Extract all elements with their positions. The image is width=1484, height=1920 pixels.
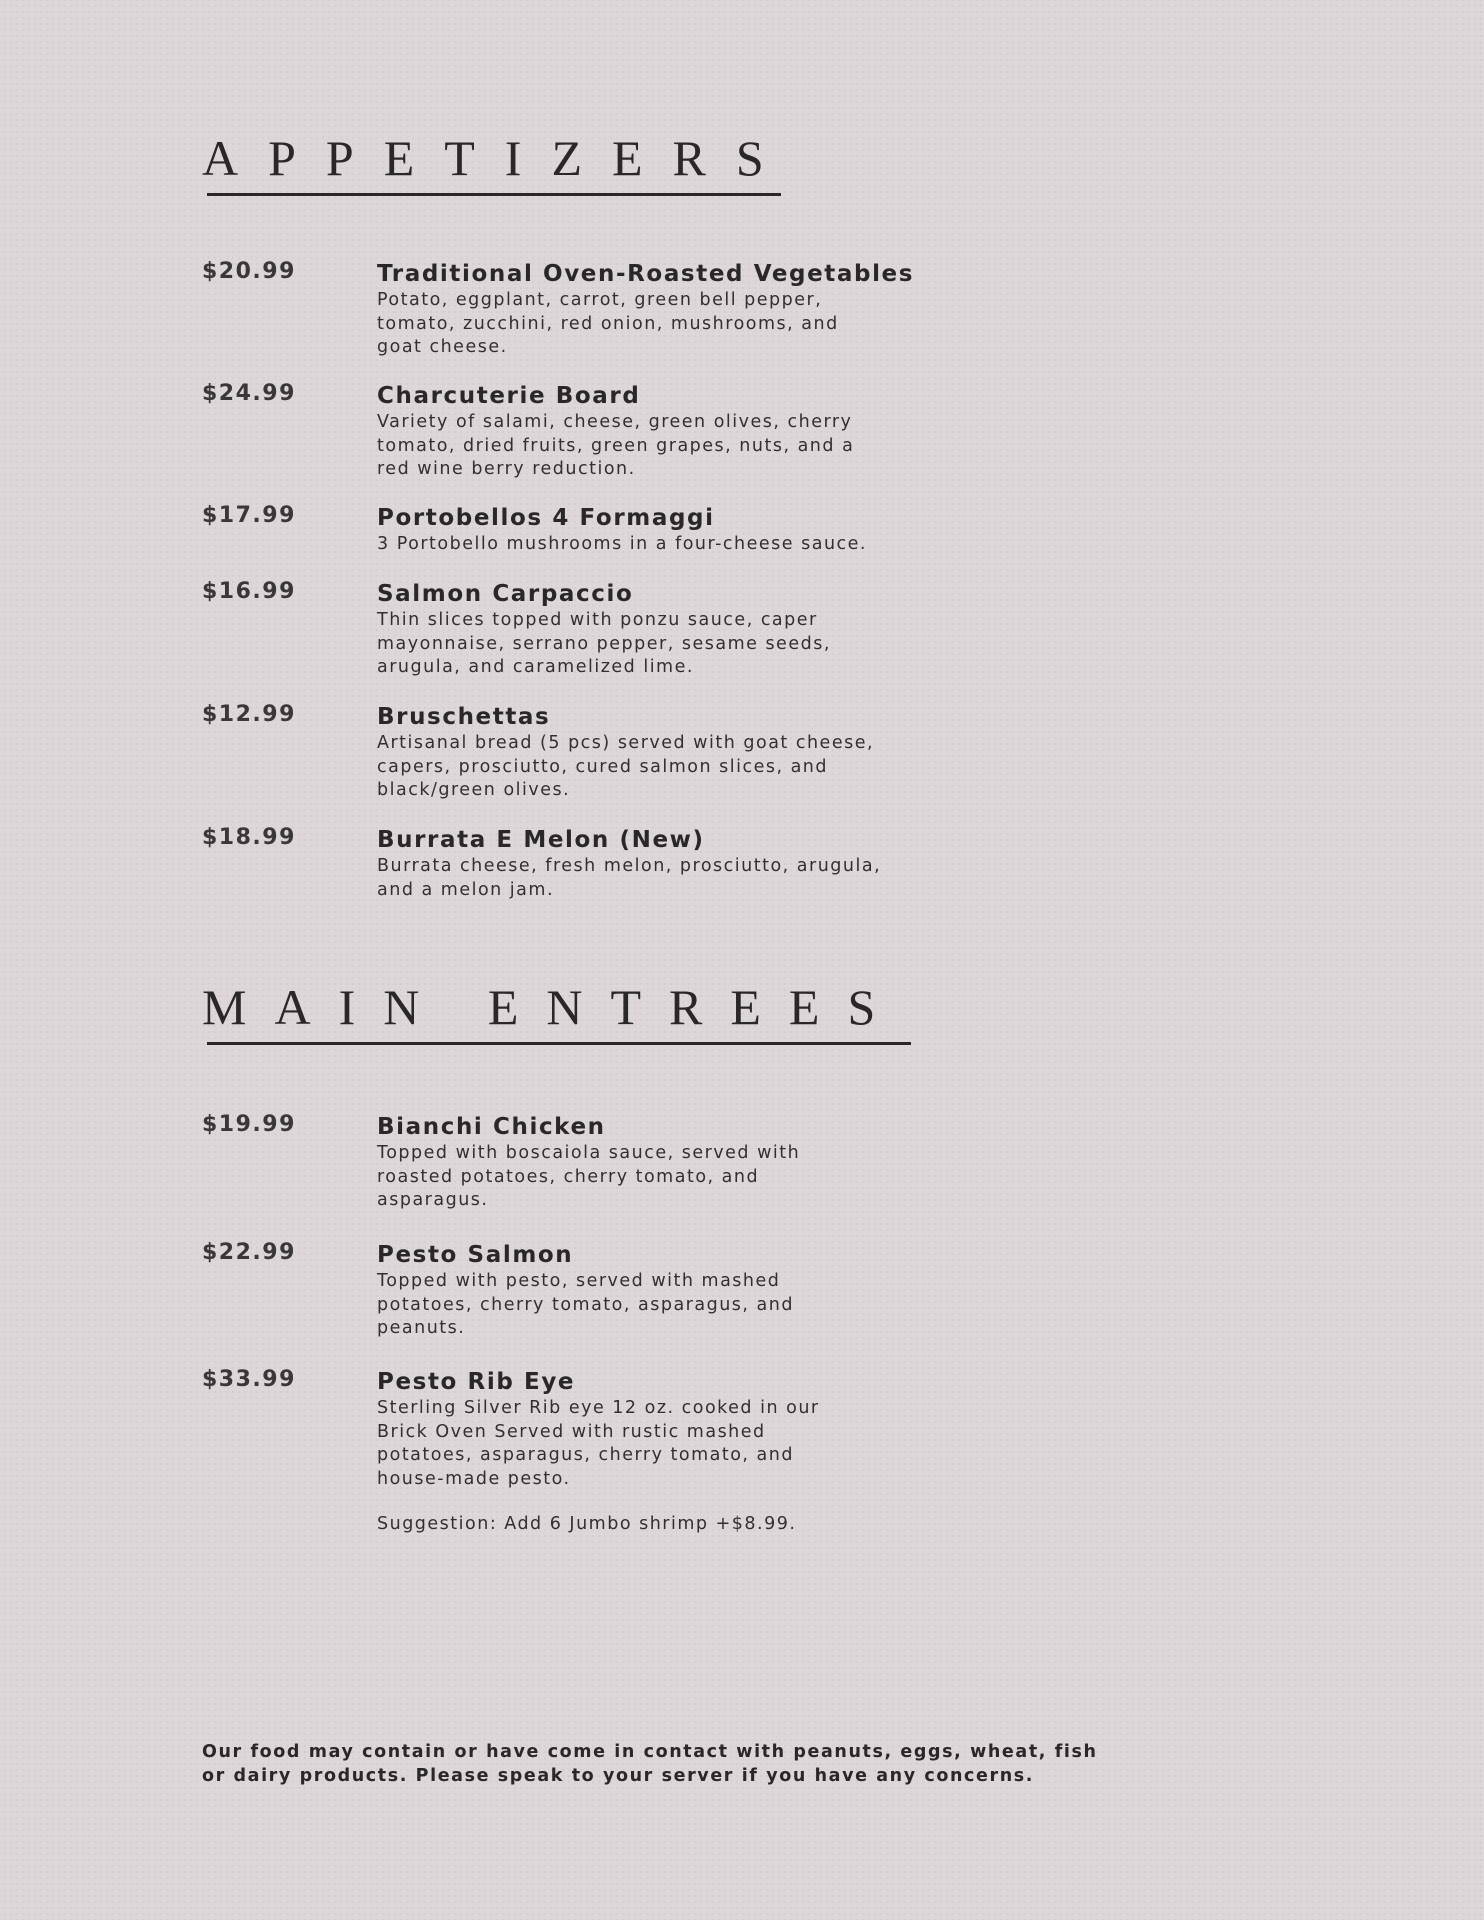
item-price: $33.99 bbox=[202, 1367, 296, 1392]
item-price: $20.99 bbox=[202, 259, 296, 284]
item-name: Charcuterie Board bbox=[377, 383, 641, 409]
item-body bbox=[377, 1367, 1177, 1537]
item-description: 3 Portobello mushrooms in a four-cheese sauce. bbox=[377, 534, 867, 554]
item-description: Burrata cheese, fresh melon, prosciutto, arugula, and a melon jam. bbox=[377, 856, 882, 900]
item-suggestion: Suggestion: Add 6 Jumbo shrimp +$8.99. bbox=[377, 1514, 797, 1534]
item-description: Sterling Silver Rib eye 12 oz. cooked in our Brick Oven Served with rustic mashed potatoes, asparagus, cherry tomato, and house-made pesto. bbox=[377, 1398, 820, 1489]
item-price: $17.99 bbox=[202, 503, 296, 528]
item-name: Bianchi Chicken bbox=[377, 1114, 606, 1140]
item-body bbox=[377, 702, 1177, 803]
item-name: Burrata E Melon (New) bbox=[377, 827, 705, 853]
item-price: $24.99 bbox=[202, 381, 296, 406]
item-body bbox=[377, 579, 1177, 680]
main-entrees-heading: MAIN ENTREES bbox=[202, 979, 904, 1035]
item-price: $19.99 bbox=[202, 1112, 296, 1137]
item-price: $22.99 bbox=[202, 1240, 296, 1265]
allergy-notice: Our food may contain or have come in contact with peanuts, eggs, wheat, fish or dairy products. Please speak to your server if you have any concerns. bbox=[202, 1742, 1098, 1786]
item-body bbox=[377, 259, 1177, 360]
appetizers-heading: APPETIZERS bbox=[202, 130, 794, 186]
item-price: $18.99 bbox=[202, 825, 296, 850]
item-name: Pesto Salmon bbox=[377, 1242, 574, 1268]
item-body bbox=[377, 381, 1177, 482]
item-description: Topped with boscaiola sauce, served with roasted potatoes, cherry tomato, and asparagus. bbox=[377, 1143, 801, 1210]
item-body bbox=[377, 1112, 1177, 1213]
item-name: Bruschettas bbox=[377, 704, 551, 730]
item-description: Artisanal bread (5 pcs) served with goat cheese, capers, prosciutto, cured salmon slices, and black/green olives. bbox=[377, 733, 875, 800]
appetizers-divider bbox=[207, 193, 781, 196]
item-name: Traditional Oven-Roasted Vegetables bbox=[377, 261, 915, 287]
main-entrees-divider bbox=[207, 1042, 911, 1045]
item-description: Variety of salami, cheese, green olives, cherry tomato, dried fruits, green grapes, nuts, and a red wine berry reduction. bbox=[377, 412, 855, 479]
item-price: $12.99 bbox=[202, 702, 296, 727]
item-name: Salmon Carpaccio bbox=[377, 581, 634, 607]
item-description: Potato, eggplant, carrot, green bell pepper, tomato, zucchini, red onion, mushrooms, and goat cheese. bbox=[377, 290, 839, 357]
item-description: Topped with pesto, served with mashed potatoes, cherry tomato, asparagus, and peanuts. bbox=[377, 1271, 794, 1338]
item-description: Thin slices topped with ponzu sauce, caper mayonnaise, serrano pepper, sesame seeds, arugula, and caramelized lime. bbox=[377, 610, 831, 677]
item-body bbox=[377, 1240, 1177, 1341]
item-name: Pesto Rib Eye bbox=[377, 1369, 576, 1395]
item-name: Portobellos 4 Formaggi bbox=[377, 505, 715, 531]
item-price: $16.99 bbox=[202, 579, 296, 604]
item-body bbox=[377, 503, 1177, 557]
item-body bbox=[377, 825, 1177, 902]
